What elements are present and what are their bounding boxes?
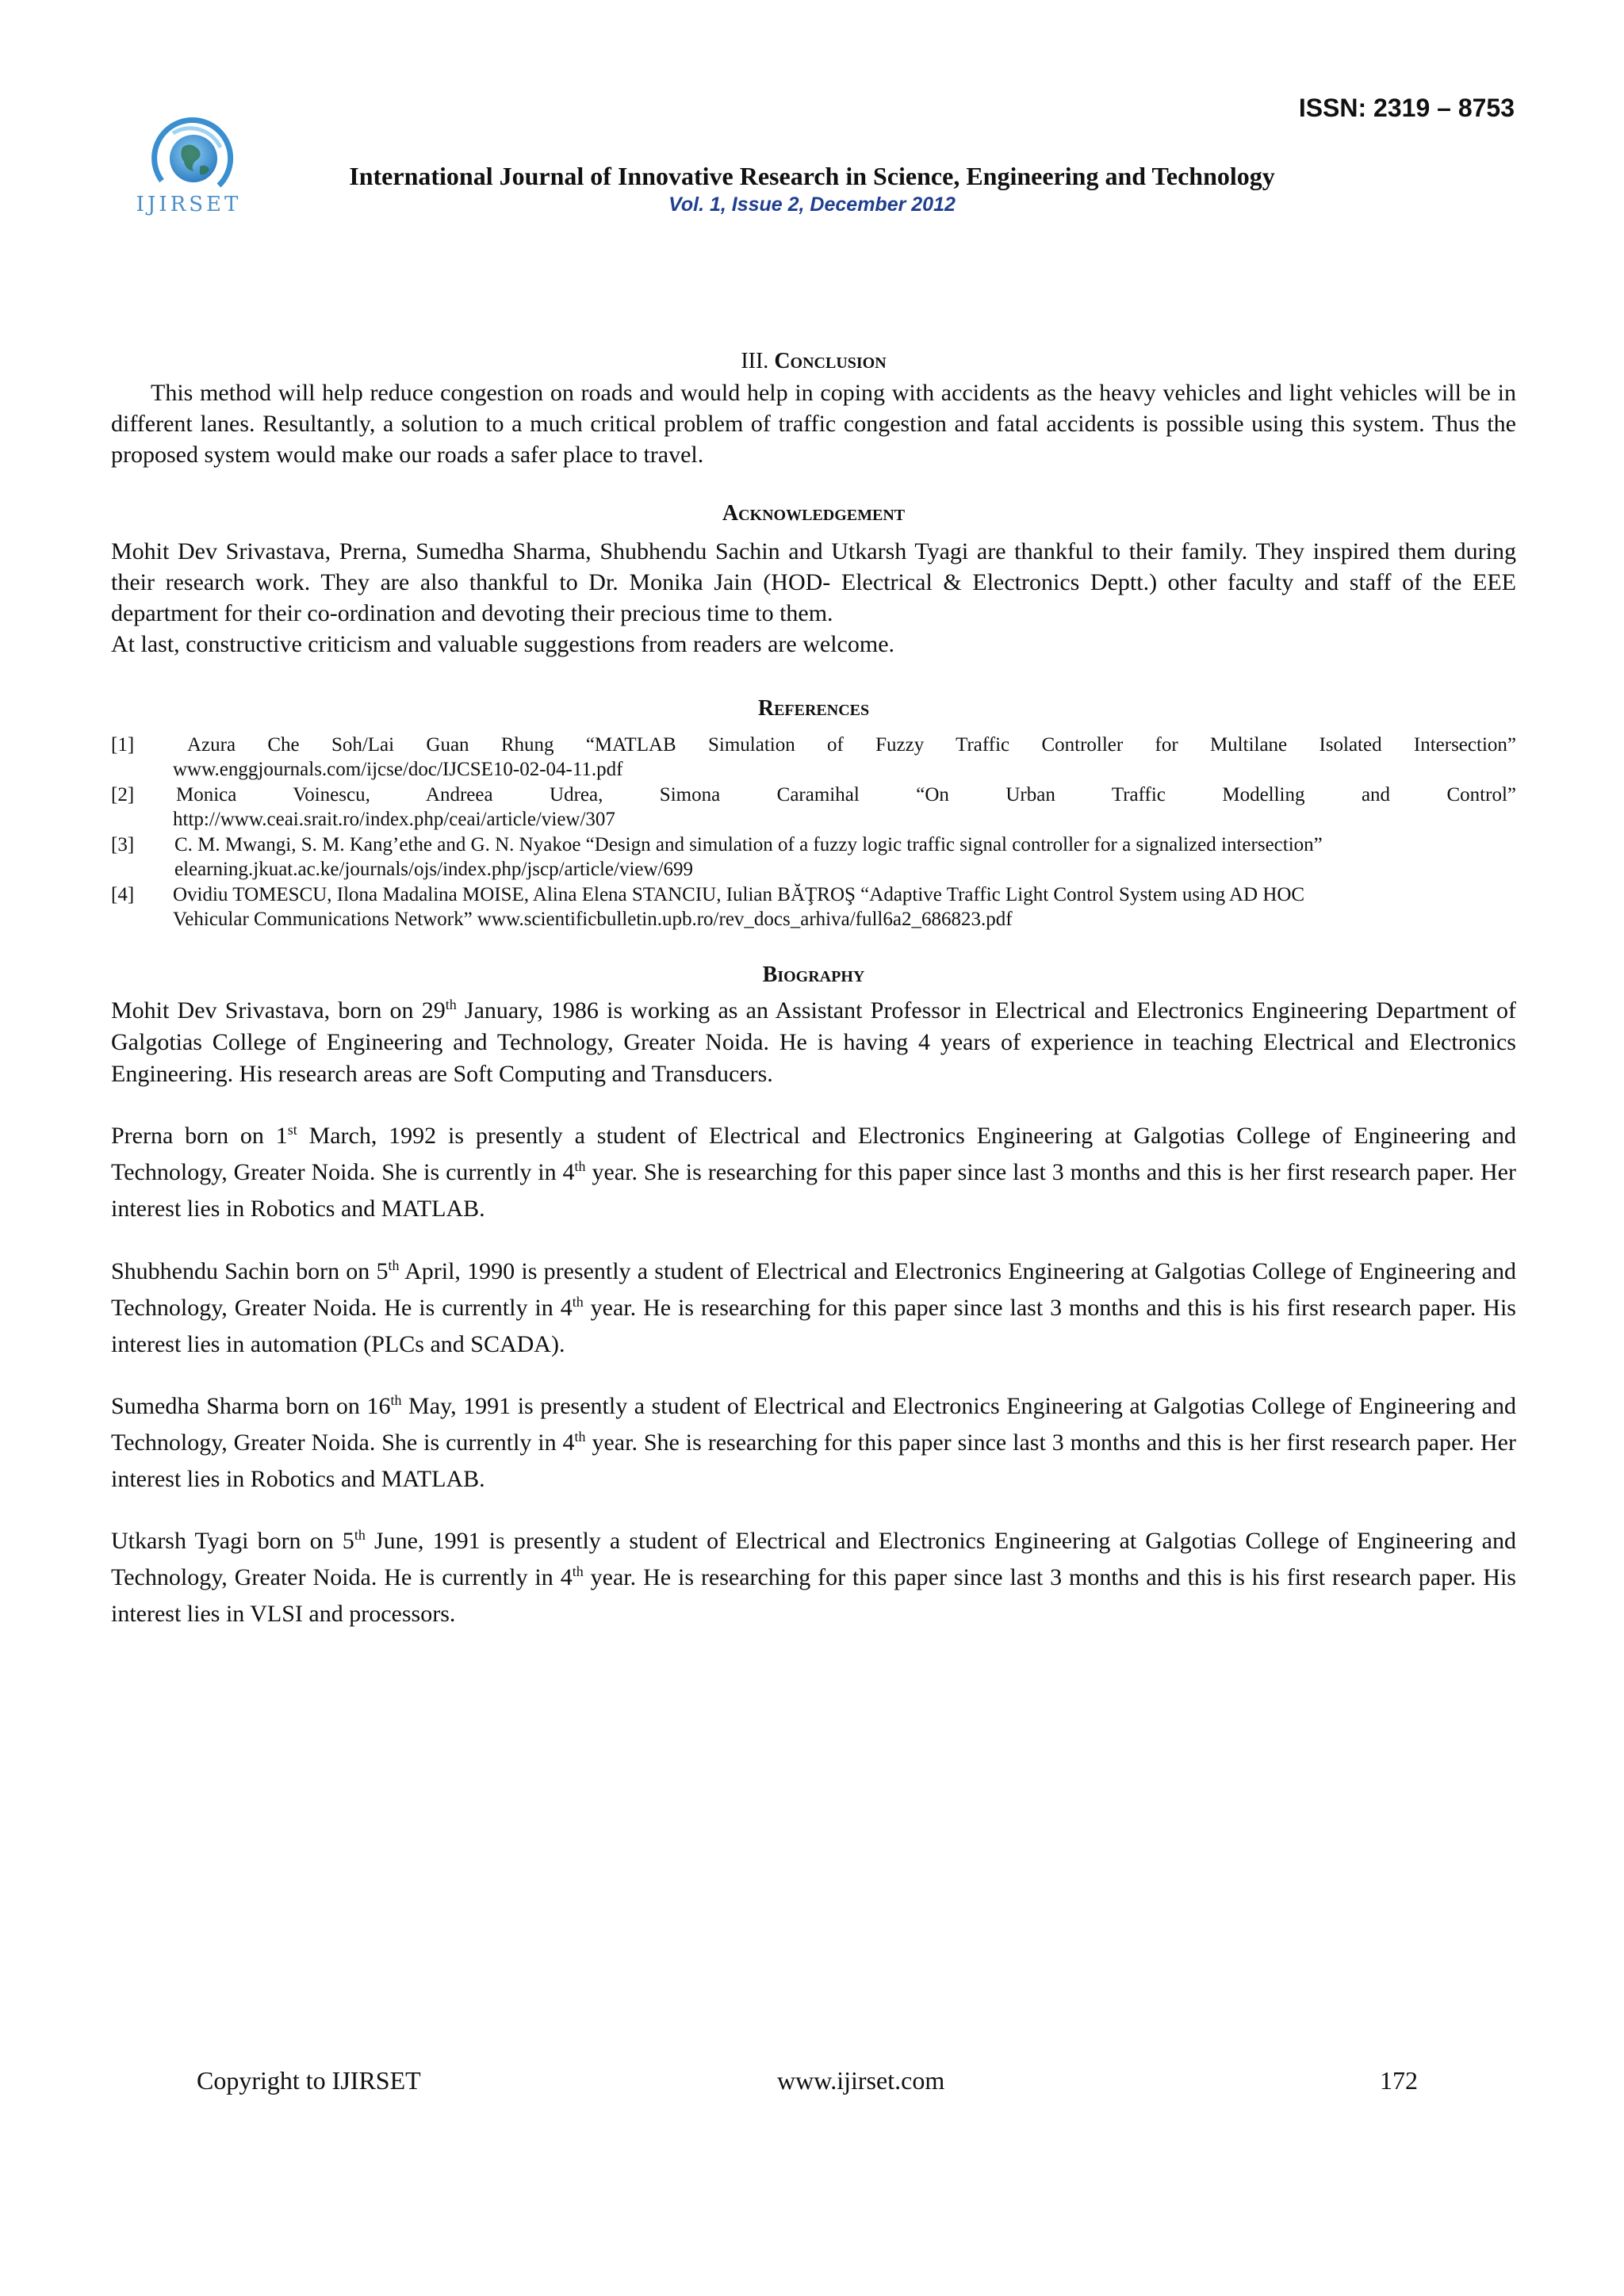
biography-heading [111,962,1516,988]
conclusion-title: Conclusion [774,349,887,373]
biography-paragraph: Utkarsh Tyagi born on 5th June, 1991 is presently a student of Electrical and Electronics Engineering at Galgotias College of Engineering and Technology, Greater Noida. He is currently in 4th year. He is researching for this paper since last 3 months and this is his first research paper. His interest lies in VLSI and processors. [111,1527,1516,1627]
references-title: References [757,696,870,721]
acknowledgement-heading [111,501,1516,526]
reference-number: [3] [111,834,135,855]
issn-label: ISSN: 2319 – 8753 [1298,94,1515,122]
acknowledgement-closing: At last, constructive criticism and valuable suggestions from readers are welcome. [111,631,895,657]
acknowledgement-title: Acknowledgement [722,501,906,526]
acknowledgement-paragraph: Mohit Dev Srivastava, Prerna, Sumedha Sharma, Shubhendu Sachin and Utkarsh Tyagi are thankful to their family. They inspired them during their research work. They are also thankful to Dr. Monika Jain (HOD- Electrical & Electronics Deptt.) other faculty and staff of the EEE department for their co-ordination and devoting their precious time to them. [111,538,1516,626]
references-heading [111,696,1516,721]
footer-website[interactable]: www.ijirset.com [777,2066,945,2095]
reference-number: [1] [111,734,135,756]
reference-text: Azura Che Soh/Lai Guan Rhung “MATLAB Simulation of Fuzzy Traffic Controller for Multilane Isolated Intersection” [187,734,1516,756]
biography-paragraph: Shubhendu Sachin born on 5th April, 1990 is presently a student of Electrical and Electronics Engineering at Galgotias College of Engineering and Technology, Greater Noida. He is currently in 4th year. He is researching for this paper since last 3 months and this is his first research paper. His interest lies in automation (PLCs and SCADA). [111,1257,1516,1357]
footer-copyright: Copyright to IJIRSET [197,2066,421,2095]
reference-text: C. M. Mwangi, S. M. Kang’ethe and G. N. Nyakoe “Design and simulation of a fuzzy logic traffic signal controller for a signalized intersection” [174,834,1323,855]
reference-number: [2] [111,784,135,806]
section-number: III. [741,349,769,373]
reference-number: [4] [111,884,135,905]
page-number: 172 [1380,2066,1418,2095]
biography-paragraph: Prerna born on 1st March, 1992 is presently a student of Electrical and Electronics Engineering at Galgotias College of Engineering and Technology, Greater Noida. She is currently in 4th year. She is researching for this paper since last 3 months and this is her first research paper. Her interest lies in Robotics and MATLAB. [111,1122,1516,1222]
reference-url: www.enggjournals.com/ijcse/doc/IJCSE10-02-04-11.pdf [173,759,623,780]
journal-volume: Vol. 1, Issue 2, December 2012 [668,193,956,216]
journal-title: International Journal of Innovative Research in Science, Engineering and Technology [349,162,1275,190]
reference-url: Vehicular Communications Network” www.scientificbulletin.upb.ro/rev_docs_arhiva/full6a2_686823.pdf [173,909,1013,930]
biography-title: Biography [762,962,865,987]
reference-text: Monica Voinescu, Andreea Udrea, Simona Caramihal “On Urban Traffic Modelling and Control” [176,784,1516,806]
biography-paragraph: Sumedha Sharma born on 16th May, 1991 is presently a student of Electrical and Electronics Engineering at Galgotias College of Engineering and Technology, Greater Noida. She is currently in 4th year. She is researching for this paper since last 3 months and this is her first research paper. Her interest lies in Robotics and MATLAB. [111,1392,1516,1492]
conclusion-heading [111,349,1516,374]
biography-paragraph: Mohit Dev Srivastava, born on 29th January, 1986 is working as an Assistant Professor in Electrical and Electronics Engineering Department of Galgotias College of Engineering and Technology, Greater Noida. He is having 4 years of experience in teaching Electrical and Electronics Engineering. His research areas are Soft Computing and Transducers. [111,997,1516,1087]
reference-url: http://www.ceai.srait.ro/index.php/ceai/article/view/307 [173,809,615,830]
reference-text: Ovidiu TOMESCU, Ilona Madalina MOISE, Alina Elena STANCIU, Iulian BĂŢROŞ “Adaptive Traffic Light Control System using AD HOC [173,884,1305,905]
logo-wordmark: IJIRSET [136,193,242,216]
conclusion-text: This method will help reduce congestion on roads and would help in coping with accidents as the heavy vehicles and light vehicles will be in different lanes. Resultantly, a solution to a much critical problem of traffic congestion and fatal accidents is possible using this system. Thus the proposed system would make our roads a safer place to travel. [111,380,1516,468]
acknowledgement-body [111,536,1516,660]
reference-url: elearning.jkuat.ac.ke/journals/ojs/index.php/jscp/article/view/699 [174,859,693,880]
